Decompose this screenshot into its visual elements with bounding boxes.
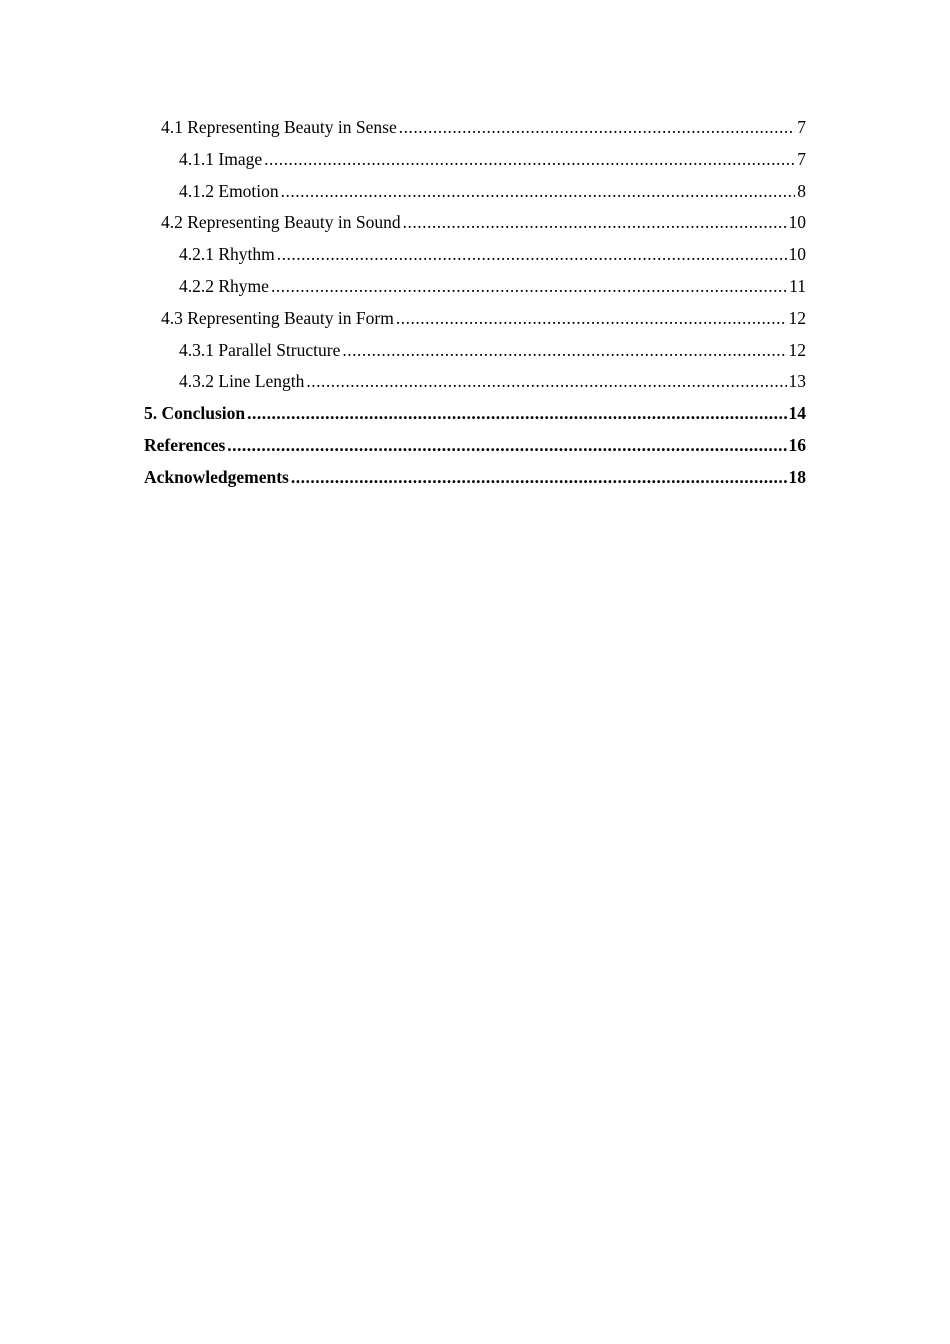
toc-dot-leader	[281, 178, 796, 204]
toc-entry-title: 4.1.2 Emotion	[179, 180, 279, 201]
toc-entry-page: 10	[788, 244, 806, 265]
toc-entry[interactable]	[144, 432, 806, 464]
toc-entry-title: 4.1 Representing Beauty in Sense	[161, 117, 397, 137]
toc-entry-page: 13	[788, 371, 806, 392]
toc-dot-leader	[306, 368, 786, 394]
toc-entry-title: References	[144, 434, 226, 455]
toc-entry[interactable]	[144, 464, 806, 496]
toc-entry-page: 10	[788, 212, 806, 233]
toc-entry[interactable]	[144, 400, 806, 432]
toc-entry-page: 7	[797, 148, 806, 169]
toc-entry-page: 18	[788, 466, 806, 487]
toc-entry-page: 16	[788, 434, 806, 455]
toc-dot-leader	[277, 241, 787, 267]
toc-entry-page: 14	[788, 403, 806, 424]
toc-entry[interactable]	[144, 178, 806, 210]
toc-entry[interactable]	[144, 337, 806, 369]
toc-entry-page: 12	[788, 307, 806, 328]
toc-dot-leader	[291, 464, 787, 490]
toc-entry[interactable]	[144, 114, 806, 146]
toc-dot-leader	[247, 400, 786, 426]
toc-dot-leader	[342, 337, 786, 363]
toc-entry-page: 12	[788, 339, 806, 360]
toc-entry-page: 11	[789, 275, 806, 296]
toc-dot-leader	[271, 273, 787, 299]
toc-entry-title: 4.2.2 Rhyme	[179, 275, 269, 296]
toc-entry-title: 4.2.1 Rhythm	[179, 244, 275, 265]
toc-entry-page: 7	[797, 117, 806, 137]
toc-entry[interactable]	[144, 209, 806, 241]
toc-entry-title: 4.3.1 Parallel Structure	[179, 339, 341, 360]
toc-dot-leader	[227, 432, 786, 458]
toc-dot-leader	[264, 146, 795, 172]
toc-entry-title: 4.3 Representing Beauty in Form	[161, 307, 394, 328]
toc-dot-leader	[396, 305, 787, 331]
toc-entry-title: 5. Conclusion	[144, 403, 246, 424]
toc-entry[interactable]	[144, 146, 806, 178]
toc-entry[interactable]	[144, 273, 806, 305]
toc-entry-title: 4.2 Representing Beauty in Sound	[161, 212, 401, 233]
toc-entry-title: Acknowledgements	[144, 466, 289, 487]
toc-entry-title: 4.3.2 Line Length	[179, 371, 305, 392]
table-of-contents	[144, 114, 806, 496]
toc-entry-page: 8	[797, 180, 806, 201]
toc-entry[interactable]	[144, 368, 806, 400]
toc-dot-leader	[399, 114, 796, 140]
toc-dot-leader	[403, 209, 787, 235]
toc-entry[interactable]	[144, 241, 806, 273]
toc-entry-title: 4.1.1 Image	[179, 148, 263, 169]
toc-entry[interactable]	[144, 305, 806, 337]
